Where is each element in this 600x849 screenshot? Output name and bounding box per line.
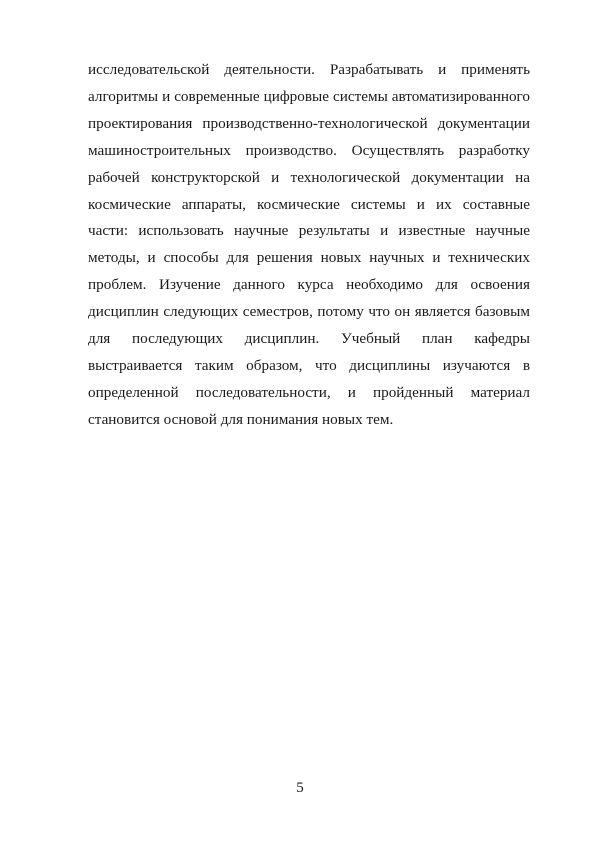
body-paragraph: исследовательской деятельности. Разрабатывать и применять алгоритмы и современные цифровые системы автоматизированного проектирования производственно-технологической документации машиностроительных производство. Осуществлять разработку рабочей конструкторской и технологической документации на космические аппараты, космические системы и их составные части: использовать научные результаты и известные научные методы, и способы для решения новых научных и технических проблем. Изучение данного курса необходимо для освоения дисциплин следующих семестров, потому что он является базовым для последующих дисциплин. Учебный план кафедры выстраивается таким образом, что дисциплины изучаются в определенной последовательности, и пройденный материал становится основой для понимания новых тем.: [88, 61, 530, 428]
page-number: 5: [296, 780, 304, 796]
